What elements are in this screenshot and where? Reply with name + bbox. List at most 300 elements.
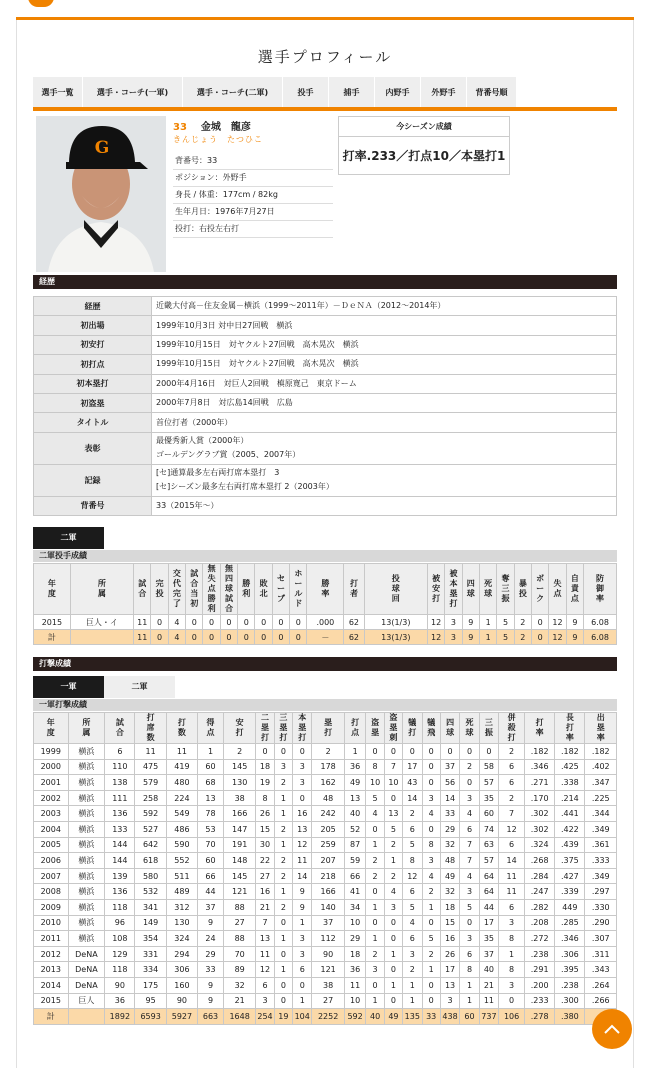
- stats-cell: 2: [514, 615, 531, 630]
- site-logo[interactable]: [28, 0, 54, 7]
- stats-cell: 2014: [34, 977, 69, 993]
- stats-header-cell: 敗 北: [255, 564, 272, 615]
- stats-cell: 224: [166, 790, 197, 806]
- stats-cell: 6: [403, 931, 422, 947]
- stats-cell: 3: [460, 884, 479, 900]
- stats-cell: 14: [293, 868, 312, 884]
- stats-total-cell: 438: [440, 1009, 459, 1025]
- stats-cell: 334: [135, 962, 166, 978]
- stats-row: [34, 899, 617, 915]
- stats-cell: 1: [460, 993, 479, 1009]
- stats-cell: 449: [555, 899, 585, 915]
- nav-tab-outfielder[interactable]: 外野手: [421, 77, 467, 107]
- stats-cell: 2: [274, 775, 292, 791]
- stats-cell: 横浜: [68, 884, 105, 900]
- stats-header-cell: 犠 飛: [422, 713, 440, 744]
- stats-total-cell: 19: [274, 1009, 292, 1025]
- stats-cell: 0: [422, 821, 440, 837]
- stats-cell: 1: [499, 946, 525, 962]
- stats-cell: 13: [198, 790, 224, 806]
- stats-cell: 38: [223, 790, 255, 806]
- stats-header-cell: 併 殺 打: [499, 713, 525, 744]
- stats-total-cell: 592: [344, 1009, 366, 1025]
- stats-total-cell: 13(1/3): [364, 630, 427, 645]
- stats-header-cell: 得 点: [198, 713, 224, 744]
- stats-cell: 17: [403, 759, 422, 775]
- stats-cell: 14: [403, 790, 422, 806]
- stats-total-cell: 0: [151, 630, 168, 645]
- stats-cell: 480: [166, 775, 197, 791]
- stats-cell: 27: [256, 868, 274, 884]
- stats-cell: .200: [525, 977, 555, 993]
- stats-row: [34, 962, 617, 978]
- player-info-list: [173, 153, 333, 238]
- stats-total-cell: 0: [290, 630, 307, 645]
- stats-total-row: [34, 630, 617, 645]
- stats-cell: 0: [274, 915, 292, 931]
- stats-cell: 4: [422, 868, 440, 884]
- stats-cell: 1: [384, 977, 402, 993]
- scroll-to-top-button[interactable]: [592, 1009, 632, 1049]
- stats-cell: 110: [105, 759, 135, 775]
- stats-total-cell: .278: [525, 1009, 555, 1025]
- stats-cell: 486: [166, 821, 197, 837]
- stats-cell: 111: [105, 790, 135, 806]
- stats-cell: 58: [479, 759, 498, 775]
- stats-cell: 3: [499, 977, 525, 993]
- stats-cell: 35: [479, 790, 498, 806]
- stats-cell: 78: [198, 806, 224, 822]
- stats-cell: .375: [555, 853, 585, 869]
- stats-row: [34, 993, 617, 1009]
- stats-header-cell: 防 御 率: [584, 564, 617, 615]
- stats-header-cell: 年 度: [34, 713, 69, 744]
- stats-cell: .170: [525, 790, 555, 806]
- stats-header-cell: 打 席 数: [135, 713, 166, 744]
- stats-cell: 13: [440, 977, 459, 993]
- stats-cell: 0: [384, 993, 402, 1009]
- stats-cell: 2006: [34, 853, 69, 869]
- stats-cell: 32: [440, 884, 459, 900]
- stats-cell: 59: [344, 853, 366, 869]
- stats-cell: 90: [105, 977, 135, 993]
- stats-cell: 49: [440, 868, 459, 884]
- stats-cell: 8: [499, 962, 525, 978]
- stats-total-cell: 254: [256, 1009, 274, 1025]
- info-uniform-number: 背番号：33: [173, 153, 333, 170]
- stats-cell: 0: [479, 744, 498, 760]
- stats-total-cell: 33: [422, 1009, 440, 1025]
- stats-cell: 7: [460, 853, 479, 869]
- stats-cell: 144: [105, 853, 135, 869]
- stats-cell: 5: [366, 790, 384, 806]
- stats-cell: 3: [422, 790, 440, 806]
- stats-cell: 0: [440, 744, 459, 760]
- stats-cell: .441: [555, 806, 585, 822]
- stats-cell: 0: [274, 946, 292, 962]
- stats-cell: 6: [105, 744, 135, 760]
- career-section-header: 経歴: [33, 275, 617, 289]
- stats-cell: 0: [293, 790, 312, 806]
- stats-cell: 0: [384, 931, 402, 947]
- stats-cell: 138: [105, 775, 135, 791]
- stats-row: [34, 790, 617, 806]
- stats-row: [34, 837, 617, 853]
- stats-cell: 横浜: [68, 915, 105, 931]
- stats-cell: 12: [549, 615, 566, 630]
- stats-header-cell: 試 合: [105, 713, 135, 744]
- stats-cell: 0: [366, 977, 384, 993]
- stats-cell: 1: [293, 915, 312, 931]
- stats-cell: .284: [525, 868, 555, 884]
- stats-cell: 1: [403, 993, 422, 1009]
- stats-cell: 2010: [34, 915, 69, 931]
- career-row: [34, 335, 617, 354]
- stats-total-cell: 663: [198, 1009, 224, 1025]
- stats-cell: 1: [274, 962, 292, 978]
- player-kana: きんじょう たつひこ: [173, 135, 263, 144]
- stats-cell: 148: [223, 853, 255, 869]
- nav-tab-catcher[interactable]: 捕手: [329, 77, 375, 107]
- stats-total-cell: [70, 630, 133, 645]
- stats-total-cell: 62: [344, 630, 364, 645]
- nav-tab-first-team[interactable]: 選手・コーチ(一軍): [83, 77, 183, 107]
- stats-cell: 0: [290, 615, 307, 630]
- stats-cell: 6: [499, 899, 525, 915]
- stats-cell: 16: [293, 806, 312, 822]
- stats-cell: 横浜: [68, 790, 105, 806]
- stats-cell: 36: [344, 962, 366, 978]
- stats-cell: 166: [223, 806, 255, 822]
- player-name-line: [173, 118, 251, 133]
- stats-cell: 30: [256, 837, 274, 853]
- stats-cell: 11: [499, 884, 525, 900]
- stats-header-cell: 犠 打: [403, 713, 422, 744]
- page-title: 選手プロフィール: [257, 48, 393, 66]
- batting-tab-second-team[interactable]: 二軍: [104, 676, 175, 698]
- stats-cell: 4: [403, 915, 422, 931]
- nav-tab-pitcher[interactable]: 投手: [283, 77, 329, 107]
- stats-cell: 0: [186, 615, 203, 630]
- nav-tab-player-list[interactable]: 選手一覧: [33, 77, 83, 107]
- stats-cell: 0: [151, 615, 168, 630]
- stats-row: [34, 821, 617, 837]
- stats-cell: 2: [460, 759, 479, 775]
- pitching-section-header: 二軍投手成績: [33, 550, 617, 562]
- stats-total-cell: 1: [479, 630, 496, 645]
- stats-cell: 11: [256, 946, 274, 962]
- stats-cell: 121: [223, 884, 255, 900]
- stats-cell: 618: [135, 853, 166, 869]
- stats-cell: 1: [344, 744, 366, 760]
- stats-cell: 0: [274, 993, 292, 1009]
- stats-header-cell: 打 者: [344, 564, 364, 615]
- stats-cell: 136: [105, 884, 135, 900]
- season-summary-header: 今シーズン成績: [339, 117, 509, 137]
- stats-cell: 6: [499, 759, 525, 775]
- stats-total-cell: 計: [34, 630, 71, 645]
- stats-cell: 642: [135, 837, 166, 853]
- stats-cell: 0: [366, 884, 384, 900]
- career-row: [34, 297, 617, 316]
- stats-header-cell: 安 打: [223, 713, 255, 744]
- stats-cell: 2: [366, 946, 384, 962]
- stats-cell: 3: [499, 915, 525, 931]
- career-table: [33, 296, 617, 516]
- career-label: 初打点: [34, 355, 152, 374]
- stats-cell: 0: [203, 615, 220, 630]
- stats-cell: .307: [585, 931, 617, 947]
- stats-cell: 3: [403, 946, 422, 962]
- stats-cell: 3: [366, 962, 384, 978]
- stats-total-cell: 2: [514, 630, 531, 645]
- stats-cell: 37: [312, 915, 344, 931]
- stats-cell: 15: [256, 821, 274, 837]
- pitching-tab-second-team[interactable]: 二軍: [33, 527, 104, 549]
- stats-cell: .395: [555, 962, 585, 978]
- stats-cell: 0: [274, 977, 292, 993]
- batting-tab-first-team[interactable]: 一軍: [33, 676, 104, 698]
- stats-cell: 57: [479, 853, 498, 869]
- stats-total-cell: 6.08: [584, 630, 617, 645]
- stats-cell: 2004: [34, 821, 69, 837]
- stats-cell: 475: [135, 759, 166, 775]
- stats-cell: 0: [422, 977, 440, 993]
- stats-cell: 88: [223, 931, 255, 947]
- stats-cell: DeNA: [68, 946, 105, 962]
- stats-cell: .349: [585, 821, 617, 837]
- stats-cell: 0: [366, 821, 384, 837]
- career-value-line: 1999年10月15日 対ヤクルト27回戦 高木晃次 横浜: [156, 359, 359, 369]
- stats-cell: 2009: [34, 899, 69, 915]
- career-row: [34, 413, 617, 432]
- batting-subsection-header: 一軍打撃成績: [33, 699, 617, 711]
- stats-cell: 10: [344, 915, 366, 931]
- stats-cell: 6: [460, 821, 479, 837]
- stats-cell: 5: [497, 615, 514, 630]
- stats-cell: 横浜: [68, 853, 105, 869]
- stats-cell: 2013: [34, 962, 69, 978]
- stats-cell: 13(1/3): [364, 615, 427, 630]
- stats-cell: 36: [105, 993, 135, 1009]
- stats-header-cell: 無 失 点 勝 利: [203, 564, 220, 615]
- stats-cell: 259: [312, 837, 344, 853]
- stats-cell: 0: [422, 744, 440, 760]
- stats-cell: 1: [366, 931, 384, 947]
- stats-cell: 2: [366, 853, 384, 869]
- stats-total-cell: 計: [34, 1009, 69, 1025]
- stats-cell: 66: [344, 868, 366, 884]
- stats-cell: 5: [403, 899, 422, 915]
- stats-total-cell: 0: [203, 630, 220, 645]
- info-position: ポジション：外野手: [173, 170, 333, 187]
- stats-cell: 3: [460, 931, 479, 947]
- stats-cell: 1999: [34, 744, 69, 760]
- stats-cell: .425: [555, 759, 585, 775]
- stats-total-cell: 106: [499, 1009, 525, 1025]
- stats-cell: 1: [366, 899, 384, 915]
- season-summary-value: 打率.233／打点10／本塁打1: [342, 149, 506, 163]
- stats-cell: 2005: [34, 837, 69, 853]
- career-value-line: 1999年10月15日 対ヤクルト27回戦 高木晃次 横浜: [156, 339, 359, 349]
- stats-cell: 1: [274, 806, 292, 822]
- stats-cell: 3: [384, 899, 402, 915]
- stats-cell: 1: [460, 977, 479, 993]
- stats-cell: 6: [293, 962, 312, 978]
- stats-cell: 5: [403, 837, 422, 853]
- stats-cell: 592: [135, 806, 166, 822]
- stats-cell: 33: [198, 962, 224, 978]
- stats-header-cell: 被 本 塁 打: [445, 564, 462, 615]
- career-label: 初本塁打: [34, 374, 152, 393]
- stats-row: [34, 946, 617, 962]
- stats-cell: 4: [460, 868, 479, 884]
- stats-cell: 108: [105, 931, 135, 947]
- stats-cell: .302: [525, 806, 555, 822]
- stats-cell: 横浜: [68, 821, 105, 837]
- stats-cell: 12: [256, 962, 274, 978]
- stats-cell: 140: [312, 899, 344, 915]
- stats-cell: 0: [384, 744, 402, 760]
- stats-cell: 136: [105, 806, 135, 822]
- stats-cell: 横浜: [68, 931, 105, 947]
- stats-cell: 130: [223, 775, 255, 791]
- stats-cell: 160: [166, 977, 197, 993]
- stats-cell: .266: [585, 993, 617, 1009]
- stats-cell: 17: [479, 915, 498, 931]
- stats-cell: 3: [440, 993, 459, 1009]
- stats-cell: DeNA: [68, 977, 105, 993]
- stats-cell: .182: [525, 744, 555, 760]
- stats-cell: 70: [198, 837, 224, 853]
- career-value-line: ゴールデングラブ賞（2005、2007年）: [156, 450, 301, 460]
- stats-cell: 40: [344, 806, 366, 822]
- stats-cell: 2015: [34, 615, 71, 630]
- stats-header-cell: 試 合 当 初: [186, 564, 203, 615]
- stats-cell: 6: [499, 775, 525, 791]
- stats-header-cell: 自 責 点: [566, 564, 583, 615]
- stats-cell: .285: [555, 915, 585, 931]
- career-value-line: 首位打者（2000年）: [156, 417, 233, 427]
- stats-cell: 121: [312, 962, 344, 978]
- stats-cell: 207: [312, 853, 344, 869]
- stats-cell: 9: [462, 615, 479, 630]
- stats-cell: 4: [384, 884, 402, 900]
- stats-cell: 12: [403, 868, 422, 884]
- stats-cell: 2001: [34, 775, 69, 791]
- stats-cell: 0: [403, 744, 422, 760]
- stats-cell: .233: [525, 993, 555, 1009]
- stats-total-cell: 11: [134, 630, 151, 645]
- stats-cell: 580: [135, 868, 166, 884]
- stats-total-cell: [68, 1009, 105, 1025]
- stats-cell: 70: [223, 946, 255, 962]
- stats-total-cell: 3: [445, 630, 462, 645]
- career-value: [152, 432, 617, 464]
- stats-cell: 8: [422, 837, 440, 853]
- nav-tab-uniform-number[interactable]: 背番号順: [467, 77, 517, 107]
- stats-row: [34, 915, 617, 931]
- stats-total-cell: －: [307, 630, 344, 645]
- stats-cell: 2: [366, 868, 384, 884]
- career-label: 初盗塁: [34, 393, 152, 412]
- stats-cell: .427: [555, 868, 585, 884]
- stats-cell: 133: [105, 821, 135, 837]
- nav-tab-second-team[interactable]: 選手・コーチ(二軍): [183, 77, 283, 107]
- stats-cell: 16: [440, 931, 459, 947]
- stats-cell: 145: [223, 868, 255, 884]
- stats-row: [34, 884, 617, 900]
- career-row: [34, 496, 617, 515]
- stats-cell: 3: [445, 615, 462, 630]
- stats-cell: 178: [312, 759, 344, 775]
- stats-total-cell: 60: [460, 1009, 479, 1025]
- stats-cell: 129: [105, 946, 135, 962]
- stats-cell: 1: [274, 884, 292, 900]
- stats-cell: 149: [135, 915, 166, 931]
- stats-cell: 0: [238, 615, 255, 630]
- stats-header-cell: 完 投: [151, 564, 168, 615]
- stats-total-cell: .380: [555, 1009, 585, 1025]
- stats-cell: 9: [566, 615, 583, 630]
- stats-cell: 130: [166, 915, 197, 931]
- stats-cell: 37: [440, 759, 459, 775]
- stats-total-cell: 0: [255, 630, 272, 645]
- stats-cell: 1: [293, 993, 312, 1009]
- stats-total-cell: 5927: [166, 1009, 197, 1025]
- stats-header-cell: 塁 打: [312, 713, 344, 744]
- stats-cell: 3: [293, 759, 312, 775]
- stats-header-cell: 被 安 打: [427, 564, 444, 615]
- stats-cell: 24: [198, 931, 224, 947]
- stats-header-cell: 試 合: [134, 564, 151, 615]
- stats-cell: 1: [384, 946, 402, 962]
- stats-cell: 17: [440, 962, 459, 978]
- stats-cell: 18: [344, 946, 366, 962]
- stats-header-cell: 無 四 球 試 合: [220, 564, 237, 615]
- stats-cell: 3: [293, 931, 312, 947]
- stats-cell: 0: [272, 615, 289, 630]
- stats-cell: 1: [198, 744, 224, 760]
- stats-cell: 258: [135, 790, 166, 806]
- career-value-line: [セ]通算最多左右両打席本塁打 3: [156, 468, 280, 478]
- stats-cell: 44: [479, 899, 498, 915]
- career-row: [34, 316, 617, 335]
- stats-header-cell: 投 球 回: [364, 564, 427, 615]
- stats-cell: .324: [525, 837, 555, 853]
- stats-cell: 144: [105, 837, 135, 853]
- stats-cell: 2003: [34, 806, 69, 822]
- stats-cell: 8: [460, 962, 479, 978]
- stats-cell: 2: [384, 868, 402, 884]
- player-nav: [33, 77, 517, 107]
- svg-text:G: G: [94, 138, 110, 158]
- stats-cell: 0: [422, 915, 440, 931]
- stats-cell: 1: [422, 962, 440, 978]
- stats-cell: 21: [479, 977, 498, 993]
- stats-total-cell: 12: [549, 630, 566, 645]
- stats-cell: 38: [312, 977, 344, 993]
- stats-cell: 306: [166, 962, 197, 978]
- player-name: 金城 龍彦: [200, 122, 251, 133]
- nav-tab-infielder[interactable]: 内野手: [375, 77, 421, 107]
- stats-cell: .247: [525, 884, 555, 900]
- stats-cell: 6.08: [584, 615, 617, 630]
- stats-total-cell: 2252: [312, 1009, 344, 1025]
- stats-cell: .302: [525, 821, 555, 837]
- stats-header-cell: 盗 塁: [366, 713, 384, 744]
- stats-cell: 0: [293, 744, 312, 760]
